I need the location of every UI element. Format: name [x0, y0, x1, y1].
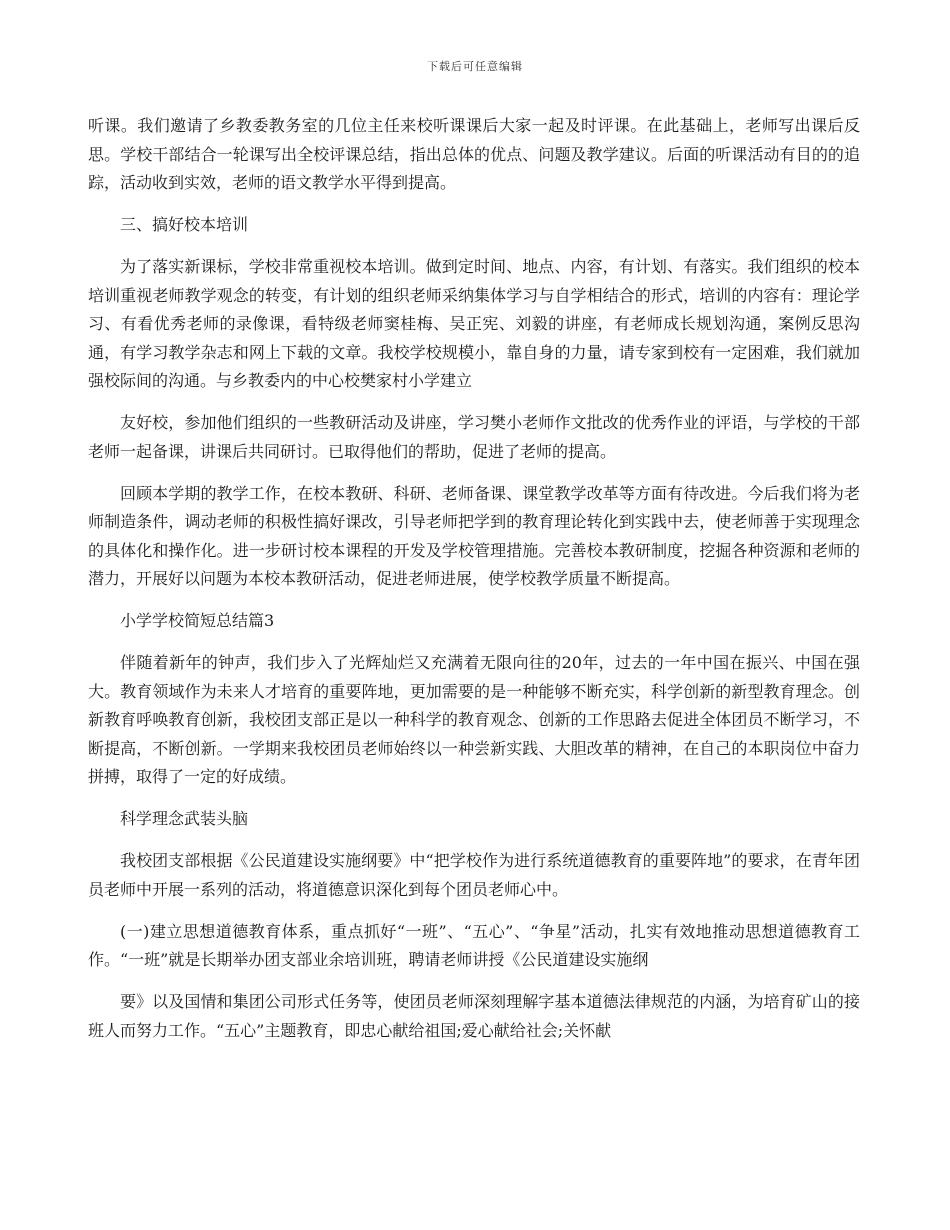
section-heading: 小学学校简短总结篇3 — [120, 611, 275, 630]
paragraph: 伴随着新年的钟声，我们步入了光辉灿烂又充满着无限向往的20年，过去的一年中国在振兴、中国在强大。教育领域作为未来人才培育的重要阵地，更加需要的是一种能够不断充实，科学创新的新型教育理念。创新教育呼唤教育创新，我校团支部正是以一种科学的教育观念、创新的工作思路去促进全体团员不断学习，不断提高，不断创新。一学期来我校团员老师始终以一种尝新实践、大胆改革的精神，在自己的本职岗位中奋力拼搏，取得了一定的好成绩。 — [88, 653, 860, 786]
section-heading: 科学理念武装头脑 — [120, 809, 249, 828]
page-header: 下载后可任意编辑 — [427, 60, 523, 73]
paragraph: 回顾本学期的教学工作，在校本教研、科研、老师备课、课堂教学改革等方面有待改进。今后我们将为老师制造条件，调动老师的积极性搞好课改，引导老师把学到的教育理论转化到实践中去，使老师善于实现理念的具体化和操作化。进一步研讨校本课程的开发及学校管理措施。完善校本教研制度，挖掘各种资源和老师的潜力，开展好以问题为本校本教研活动，促进老师进展，使学校教学质量不断提高。 — [88, 483, 860, 588]
section-heading: 三、搞好校本培训 — [120, 215, 249, 234]
paragraph: 为了落实新课标，学校非常重视校本培训。做到定时间、地点、内容，有计划、有落实。我们组织的校本培训重视老师教学观念的转变，有计划的组织老师采纳集体学习与自学相结合的形式，培训的内容有：理论学习、有看优秀老师的录像课，看特级老师窦桂梅、吴正宪、刘毅的讲座，有老师成长规划沟通，案例反思沟通，有学习教学杂志和网上下载的文章。我校学校规模小，靠自身的力量，请专家到校有一定困难，我们就加强校际间的沟通。与乡教委内的中心校樊家村小学建立 — [88, 257, 860, 390]
paragraph: 友好校，参加他们组织的一些教研活动及讲座，学习樊小老师作文批改的优秀作业的评语，与学校的干部老师一起备课，讲课后共同研讨。已取得他们的帮助，促进了老师的提高。 — [88, 413, 860, 461]
paragraph: 听课。我们邀请了乡教委教务室的几位主任来校听课课后大家一起及时评课。在此基础上，老师写出课后反思。学校干部结合一轮课写出全校评课总结，指出总体的优点、问题及教学建议。后面的听课活动有目的的追踪，活动收到实效，老师的语文教学水平得到提高。 — [88, 116, 860, 192]
paragraph: 我校团支部根据《公民道建设实施纲要》中“把学校作为进行系统道德教育的重要阵地”的要求，在青年团员老师中开展一系列的活动，将道德意识深化到每个团员老师心中。 — [88, 851, 860, 899]
paragraph: 要》以及国情和集团公司形式任务等，使团员老师深刻理解字基本道德法律规范的内涵，为培育矿山的接班人而努力工作。“五心”主题教育，即忠心献给祖国;爱心献给社会;关怀献 — [88, 992, 860, 1040]
paragraph: (一)建立思想道德教育体系，重点抓好“一班”、“五心”、“争星”活动，扎实有效地推动思想道德教育工作。“一班”就是长期举办团支部业余培训班，聘请老师讲授《公民道建设实施纲 — [88, 921, 860, 969]
document-body — [88, 112, 860, 1059]
